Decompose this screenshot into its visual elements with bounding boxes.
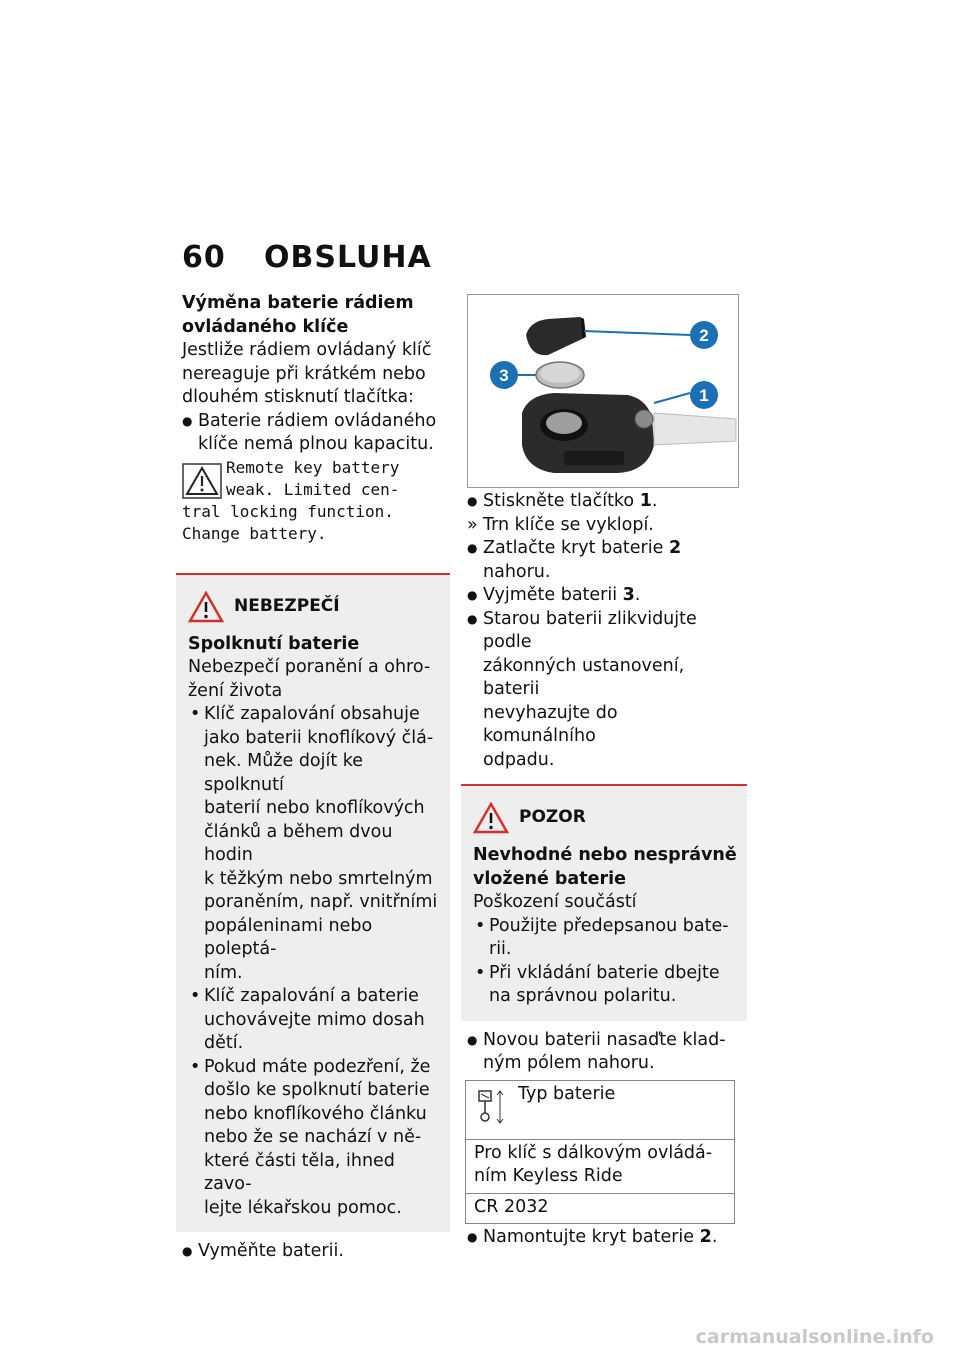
display-line-1: Remote key battery	[226, 457, 400, 477]
table-header: Typ baterie	[518, 1083, 616, 1104]
warning-triangle-icon	[188, 591, 224, 623]
caution-box	[461, 784, 747, 1021]
replace-battery-step: ● Vyměňte baterii.	[182, 1240, 450, 1264]
display-line-4: Change battery.	[182, 523, 327, 543]
warning-triangle-icon	[473, 802, 509, 834]
caution-item: • Při vkládání baterie dbejte na správnou polaritu.	[473, 962, 741, 1009]
page-number: 60	[182, 240, 226, 275]
step: ● Stiskněte tlačítko 1.	[467, 490, 735, 514]
figure-label-1: 1	[699, 386, 709, 405]
caution-desc: Poškození součástí	[473, 892, 637, 912]
section-heading: Výměna baterie rádiem ovládaného klíče	[182, 293, 414, 337]
step-result: » Trn klíče se vyklopí.	[467, 514, 735, 538]
right-column	[467, 490, 735, 1250]
figure-label-2: 2	[699, 326, 709, 345]
display-message	[182, 459, 450, 551]
watermark: carmanualsonline.info	[695, 1326, 934, 1348]
page-header	[182, 240, 432, 275]
key-illustration	[468, 295, 738, 487]
display-line-2: weak. Limited cen-	[226, 479, 400, 499]
step: ● Vyjměte baterii 3.	[467, 584, 735, 608]
figure-label-3: 3	[499, 366, 509, 385]
step: ● Zatlačte kryt baterie 2 nahoru.	[467, 537, 735, 584]
page-title: OBSLUHA	[264, 240, 432, 275]
battery-type-table	[465, 1080, 735, 1225]
left-column	[182, 292, 450, 1264]
step: ● Novou baterii nasaďte klad- ným pólem nahoru.	[467, 1029, 735, 1076]
danger-item: • Pokud máte podezření, že došlo ke spolknutí baterie nebo knoflíkového článku nebo že se nachází v ně- které části těla, ihned zavo- lejte lékařskou pomoc.	[188, 1056, 444, 1221]
caution-title: POZOR	[467, 802, 741, 834]
danger-subtitle: Spolknutí baterie	[188, 633, 360, 654]
danger-box	[176, 573, 450, 1233]
step: ● Namontujte kryt baterie 2.	[467, 1226, 735, 1250]
intro-text: Jestliže rádiem ovládaný klíč nereaguje při krátkém nebo dlouhém stisknutí tlačítka:	[182, 340, 432, 407]
step: ● Starou baterii zlikvidujte podle zákonných ustanovení, baterii nevyhazujte do komunálního odpadu.	[467, 608, 735, 773]
caution-subtitle: Nevhodné nebo nesprávně vložené baterie	[473, 845, 737, 889]
caution-item: • Použijte předepsanou bate- rii.	[473, 915, 741, 962]
table-header-cell	[466, 1080, 735, 1139]
display-warning-icon	[182, 463, 222, 499]
table-row-value: CR 2032	[466, 1193, 735, 1224]
display-line-3: tral locking function.	[182, 501, 394, 521]
battery-spec-icon	[476, 1087, 508, 1127]
danger-item: • Klíč zapalování a baterie uchovávejte mimo dosah dětí.	[188, 985, 444, 1056]
danger-title: NEBEZPEČÍ	[182, 591, 444, 623]
condition-bullet: ● Baterie rádiem ovládaného klíče nemá plnou kapacitu.	[182, 410, 450, 457]
key-battery-figure	[467, 294, 739, 488]
table-row-label: Pro klíč s dálkovým ovládá- ním Keyless Ride	[466, 1139, 735, 1193]
danger-desc: Nebezpečí poranění a ohro- žení života	[188, 657, 431, 701]
danger-item: • Klíč zapalování obsahuje jako baterii knoflíkový člá- nek. Může dojít ke spolknutí baterií nebo knoflíkových článků a během dvou hodin k těžkým nebo smrtelným poraněním, např. vnitřními popáleninami nebo poleptá- ním.	[188, 703, 444, 985]
